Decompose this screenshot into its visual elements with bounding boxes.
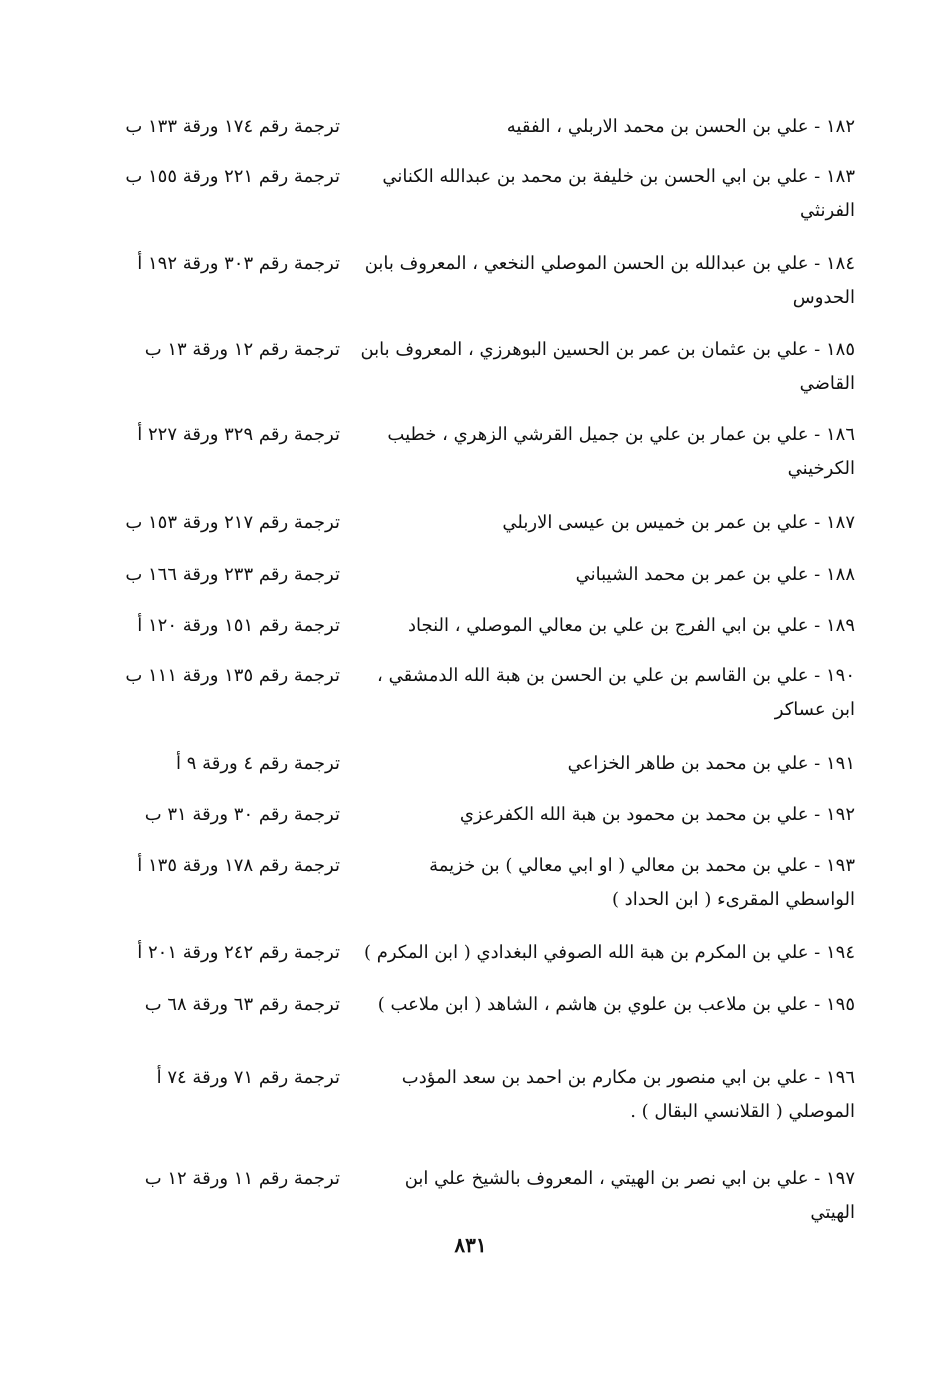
entry-reference: ترجمة رقم ٤ ورقة ٩ أ: [175, 753, 340, 774]
entry-text: ١٩٦ - علي بن ابي منصور بن مكارم بن احمد بن سعد المؤدب الموصلي ( القلانسي البقال ) .: [401, 1067, 855, 1122]
entry-reference: ترجمة رقم ٦٣ ورقة ٦٨ ب: [144, 994, 340, 1015]
entry-reference: ترجمة رقم ١١ ورقة ١٢ ب: [144, 1168, 340, 1189]
entry-text: ١٩٥ - علي بن ملاعب بن علوي بن هاشم ، الشاهد ( ابن ملاعب ): [377, 994, 855, 1015]
entry-reference: ترجمة رقم ١٣٥ ورقة ١١١ ب: [125, 665, 340, 686]
entry-text: ١٨٨ - علي بن عمر بن محمد الشيباني: [575, 564, 855, 585]
entry-text: ١٨٤ - علي بن عبدالله بن الحسن الموصلي النخعي ، المعروف بابن الحدوس: [364, 253, 855, 308]
entry-text: ١٩١ - علي بن محمد بن طاهر الخزاعي: [567, 753, 855, 774]
entry-reference: ترجمة رقم ٧١ ورقة ٧٤ أ: [156, 1067, 340, 1088]
entry-text: ١٨٩ - علي بن ابي الفرج بن علي بن معالي الموصلي ، النجاد: [407, 615, 855, 636]
entry-reference: ترجمة رقم ١٥١ ورقة ١٢٠ أ: [137, 615, 340, 636]
page-number: ٨٣١: [454, 1233, 487, 1257]
entry-reference: ترجمة رقم ٣٠ ورقة ٣١ ب: [144, 804, 340, 825]
entry-text: ١٩٣ - علي بن محمد بن معالي ( او ابي معالي ) بن خزيمة الواسطي المقرىء ( ابن الحداد ): [429, 855, 855, 910]
entry-reference: ترجمة رقم ٣٢٩ ورقة ٢٢٧ أ: [137, 424, 340, 445]
entry-text: ١٩٧ - علي بن ابي نصر بن الهيتي ، المعروف بالشيخ علي ابن الهيتي: [404, 1168, 855, 1223]
entry-reference: ترجمة رقم ١٢ ورقة ١٣ ب: [144, 339, 340, 360]
entry-reference: ترجمة رقم ٣٠٣ ورقة ١٩٢ أ: [137, 253, 340, 274]
entry-text: ١٨٣ - علي بن ابي الحسن بن خليفة بن محمد بن عبدالله الكناني الفرنثي: [382, 166, 855, 221]
entry-reference: ترجمة رقم ١٧٤ ورقة ١٣٣ ب: [125, 116, 340, 137]
entry-text: ١٩٠ - علي بن القاسم بن علي بن الحسن بن هبة الله الدمشقي ، ابن عساكر: [377, 665, 855, 720]
entry-reference: ترجمة رقم ٢٢١ ورقة ١٥٥ ب: [125, 166, 340, 187]
entry-reference: ترجمة رقم ١٧٨ ورقة ١٣٥ أ: [137, 855, 340, 876]
entry-text: ١٨٦ - علي بن عمار بن علي بن جميل القرشي الزهري ، خطيب الكرخيني: [387, 424, 855, 479]
entry-reference: ترجمة رقم ٢١٧ ورقة ١٥٣ ب: [125, 512, 340, 533]
entry-text: ١٩٤ - علي بن المكرم بن هبة الله الصوفي البغدادي ( ابن المكرم ): [363, 942, 855, 963]
entry-reference: ترجمة رقم ٢٣٣ ورقة ١٦٦ ب: [125, 564, 340, 585]
entry-text: ١٩٢ - علي بن محمد بن محمود بن هبة الله الكفرعزي: [459, 804, 855, 825]
entry-text: ١٨٥ - علي بن عثمان بن عمر بن الحسين البوهرزي ، المعروف بابن القاضي: [360, 339, 855, 394]
entry-text: ١٨٧ - علي بن عمر بن خميس بن عيسى الاربلي: [502, 512, 855, 533]
entry-reference: ترجمة رقم ٢٤٢ ورقة ٢٠١ أ: [137, 942, 340, 963]
entry-text: ١٨٢ - علي بن الحسن بن محمد الاربلي ، الفقيه: [506, 116, 855, 137]
